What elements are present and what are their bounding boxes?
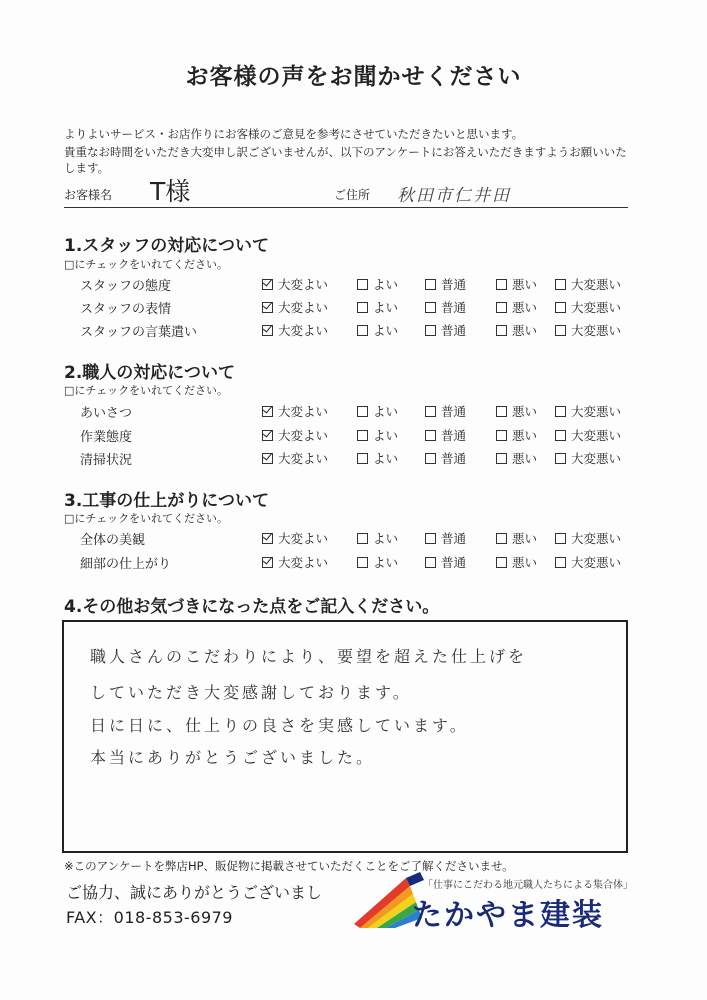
rating-row: [0, 321, 707, 341]
rating-option[interactable]: [425, 553, 466, 571]
rating-option-label: 大変よい: [278, 300, 329, 315]
rating-option[interactable]: [555, 321, 621, 339]
rating-option-label: 大変悪い: [571, 531, 622, 546]
rating-row: [0, 529, 707, 549]
rating-row-label: 作業態度: [80, 430, 133, 445]
checkbox[interactable]: [496, 302, 507, 313]
rating-option[interactable]: [425, 529, 466, 547]
rating-option[interactable]: [496, 426, 537, 444]
checkbox[interactable]: [357, 302, 368, 313]
comment-line: 日に日に、仕上りの良さを実感しています。: [90, 716, 469, 735]
checkbox[interactable]: [357, 533, 368, 544]
checkbox[interactable]: [555, 453, 566, 464]
rating-option-label: よい: [373, 404, 399, 419]
checkbox[interactable]: [357, 430, 368, 441]
rating-option-label: 大変よい: [278, 404, 329, 419]
rating-option[interactable]: [496, 298, 537, 316]
rating-option-label: 大変悪い: [571, 404, 622, 419]
checkbox[interactable]: [496, 557, 507, 568]
rating-option-label: 大変よい: [278, 531, 329, 546]
address-value: 秋田市仁井田: [397, 186, 511, 206]
rating-option-label: 普通: [441, 323, 467, 338]
rating-row: [0, 298, 707, 318]
rating-option[interactable]: [496, 321, 537, 339]
customer-underline: [64, 207, 628, 208]
rating-option-label: 普通: [441, 555, 467, 570]
comment-line: 職人さんのこだわりにより、要望を超えた仕上げを: [90, 647, 528, 666]
checkbox[interactable]: [357, 406, 368, 417]
checkbox[interactable]: [555, 279, 566, 290]
checkbox[interactable]: [425, 453, 436, 464]
thanks-text: ご協力、誠にありがとうございまし: [66, 883, 323, 902]
rating-option-label: 悪い: [512, 555, 538, 570]
section-4-heading: 4.その他お気づきになった点をご記入ください。: [64, 597, 440, 617]
rating-option-label: 大変よい: [278, 555, 329, 570]
checked-checkbox[interactable]: [262, 453, 273, 464]
brand-slogan: 「仕事にこだわる地元職人たちによる集合体」: [423, 880, 633, 891]
section-2-heading: 2.職人の対応について: [64, 363, 235, 383]
comment-line: していただき大変感謝しております。: [90, 683, 412, 702]
checkbox[interactable]: [496, 279, 507, 290]
rating-row-label: スタッフの言葉遣い: [80, 325, 198, 340]
intro-text-2: 貴重なお時間をいただき大変申し訳ございませんが、以下のアンケートにお答えいただきますようお願いいたします。: [64, 145, 627, 175]
checkbox[interactable]: [555, 430, 566, 441]
rating-row: [0, 449, 707, 469]
rating-option-label: 悪い: [512, 531, 538, 546]
rating-option-label: 大変よい: [278, 277, 329, 292]
rating-option-label: 大変悪い: [571, 277, 622, 292]
rating-option-label: 悪い: [512, 300, 538, 315]
rating-option-label: よい: [373, 323, 399, 338]
rating-option[interactable]: [555, 553, 621, 571]
rating-row-label: 清掃状況: [80, 453, 133, 468]
rating-option[interactable]: [555, 402, 621, 420]
rating-option-label: よい: [373, 555, 399, 570]
checked-checkbox[interactable]: [262, 430, 273, 441]
rating-option[interactable]: [357, 298, 398, 316]
comment-line: 本当にありがとうございました。: [90, 748, 376, 767]
rating-row-label: スタッフの態度: [80, 279, 172, 294]
checkbox[interactable]: [555, 557, 566, 568]
intro-text-1: よりよいサービス・お店作りにお客様のご意見を参考にさせていただきたいと思います。: [64, 127, 524, 141]
rating-option[interactable]: [357, 402, 398, 420]
checkbox[interactable]: [425, 325, 436, 336]
rating-option[interactable]: [357, 553, 398, 571]
rating-option-label: 悪い: [512, 451, 538, 466]
rating-option[interactable]: [262, 426, 328, 444]
rating-option-label: 大変悪い: [571, 323, 622, 338]
checkbox[interactable]: [496, 533, 507, 544]
rating-option[interactable]: [555, 449, 621, 467]
rating-option[interactable]: [262, 402, 328, 420]
checkbox[interactable]: [357, 557, 368, 568]
rating-option[interactable]: [555, 529, 621, 547]
rating-row: [0, 402, 707, 422]
rating-option-label: よい: [373, 531, 399, 546]
rating-option-label: よい: [373, 428, 399, 443]
checked-checkbox[interactable]: [262, 302, 273, 313]
rating-option[interactable]: [357, 529, 398, 547]
rating-row: [0, 426, 707, 446]
checkbox[interactable]: [357, 325, 368, 336]
checkbox[interactable]: [425, 406, 436, 417]
rating-option[interactable]: [262, 529, 328, 547]
rating-option[interactable]: [262, 298, 328, 316]
checked-checkbox[interactable]: [262, 406, 273, 417]
rating-option[interactable]: [425, 402, 466, 420]
checkbox[interactable]: [425, 302, 436, 313]
rating-option-label: 普通: [441, 277, 467, 292]
rating-row-label: スタッフの表情: [80, 302, 172, 317]
rating-row-label: 細部の仕上がり: [80, 557, 172, 572]
checkbox[interactable]: [555, 302, 566, 313]
rating-option[interactable]: [496, 449, 537, 467]
rating-row-label: 全体の美観: [80, 533, 146, 548]
section-2-note: □にチェックをいれてください。: [64, 384, 229, 397]
checkbox[interactable]: [425, 279, 436, 290]
rating-option[interactable]: [357, 449, 398, 467]
rating-option[interactable]: [425, 298, 466, 316]
rating-option[interactable]: [262, 449, 328, 467]
rating-option-label: 大変よい: [278, 323, 329, 338]
fax-number: FAX：018-853-6979: [66, 908, 233, 927]
rating-option[interactable]: [357, 426, 398, 444]
rating-option[interactable]: [555, 298, 621, 316]
checked-checkbox[interactable]: [262, 557, 273, 568]
checked-checkbox[interactable]: [262, 533, 273, 544]
checked-checkbox[interactable]: [262, 325, 273, 336]
customer-name-value: T様: [150, 177, 191, 206]
checkbox[interactable]: [555, 406, 566, 417]
rating-option-label: よい: [373, 277, 399, 292]
rating-option[interactable]: [425, 275, 466, 293]
checkbox[interactable]: [555, 533, 566, 544]
rating-option-label: よい: [373, 300, 399, 315]
rating-option[interactable]: [262, 553, 328, 571]
checkbox[interactable]: [357, 453, 368, 464]
rating-option-label: 悪い: [512, 428, 538, 443]
rating-option-label: 普通: [441, 451, 467, 466]
section-1-heading: 1.スタッフの対応について: [64, 236, 269, 256]
checkbox[interactable]: [357, 279, 368, 290]
rating-option-label: 悪い: [512, 404, 538, 419]
section-1-note: □にチェックをいれてください。: [64, 258, 229, 271]
rating-row: [0, 553, 707, 573]
rating-option[interactable]: [555, 426, 621, 444]
rating-option-label: 普通: [441, 428, 467, 443]
disclaimer: ※このアンケートを弊店HP、販促物に掲載させていただくことをご了解くださいませ。: [64, 859, 514, 873]
address-label: ご住所: [334, 188, 371, 202]
rating-option[interactable]: [357, 321, 398, 339]
rating-option[interactable]: [496, 553, 537, 571]
section-3-heading: 3.工事の仕上がりについて: [64, 491, 269, 511]
page-title: お客様の声をお聞かせください: [185, 64, 522, 90]
rating-option[interactable]: [496, 529, 537, 547]
rating-option-label: 大変悪い: [571, 451, 622, 466]
checkbox[interactable]: [496, 453, 507, 464]
rating-option-label: 大変悪い: [571, 555, 622, 570]
checkbox[interactable]: [425, 557, 436, 568]
rating-option-label: 大変悪い: [571, 300, 622, 315]
rating-option[interactable]: [555, 275, 621, 293]
customer-name-label: お客様名: [64, 188, 113, 202]
rating-row-label: あいさつ: [80, 406, 133, 421]
rating-option-label: 大変よい: [278, 451, 329, 466]
checkbox[interactable]: [496, 430, 507, 441]
checkbox[interactable]: [555, 325, 566, 336]
rating-option[interactable]: [425, 449, 466, 467]
rating-option[interactable]: [425, 426, 466, 444]
rating-option-label: よい: [373, 451, 399, 466]
rating-option[interactable]: [425, 321, 466, 339]
rating-option-label: 大変悪い: [571, 428, 622, 443]
rating-option-label: 大変よい: [278, 428, 329, 443]
rating-row: [0, 275, 707, 295]
rating-option-label: 普通: [441, 300, 467, 315]
checkbox[interactable]: [425, 430, 436, 441]
rating-option-label: 普通: [441, 531, 467, 546]
brand-name: たかやま建装: [412, 898, 604, 933]
rating-option[interactable]: [496, 402, 537, 420]
checkbox[interactable]: [496, 325, 507, 336]
rating-option-label: 普通: [441, 404, 467, 419]
rating-option[interactable]: [357, 275, 398, 293]
rating-option[interactable]: [262, 321, 328, 339]
section-3-note: □にチェックをいれてください。: [64, 512, 229, 525]
rating-option-label: 悪い: [512, 323, 538, 338]
checked-checkbox[interactable]: [262, 279, 273, 290]
rating-option[interactable]: [262, 275, 328, 293]
rating-option-label: 悪い: [512, 277, 538, 292]
rating-option[interactable]: [496, 275, 537, 293]
checkbox[interactable]: [496, 406, 507, 417]
checkbox[interactable]: [425, 533, 436, 544]
